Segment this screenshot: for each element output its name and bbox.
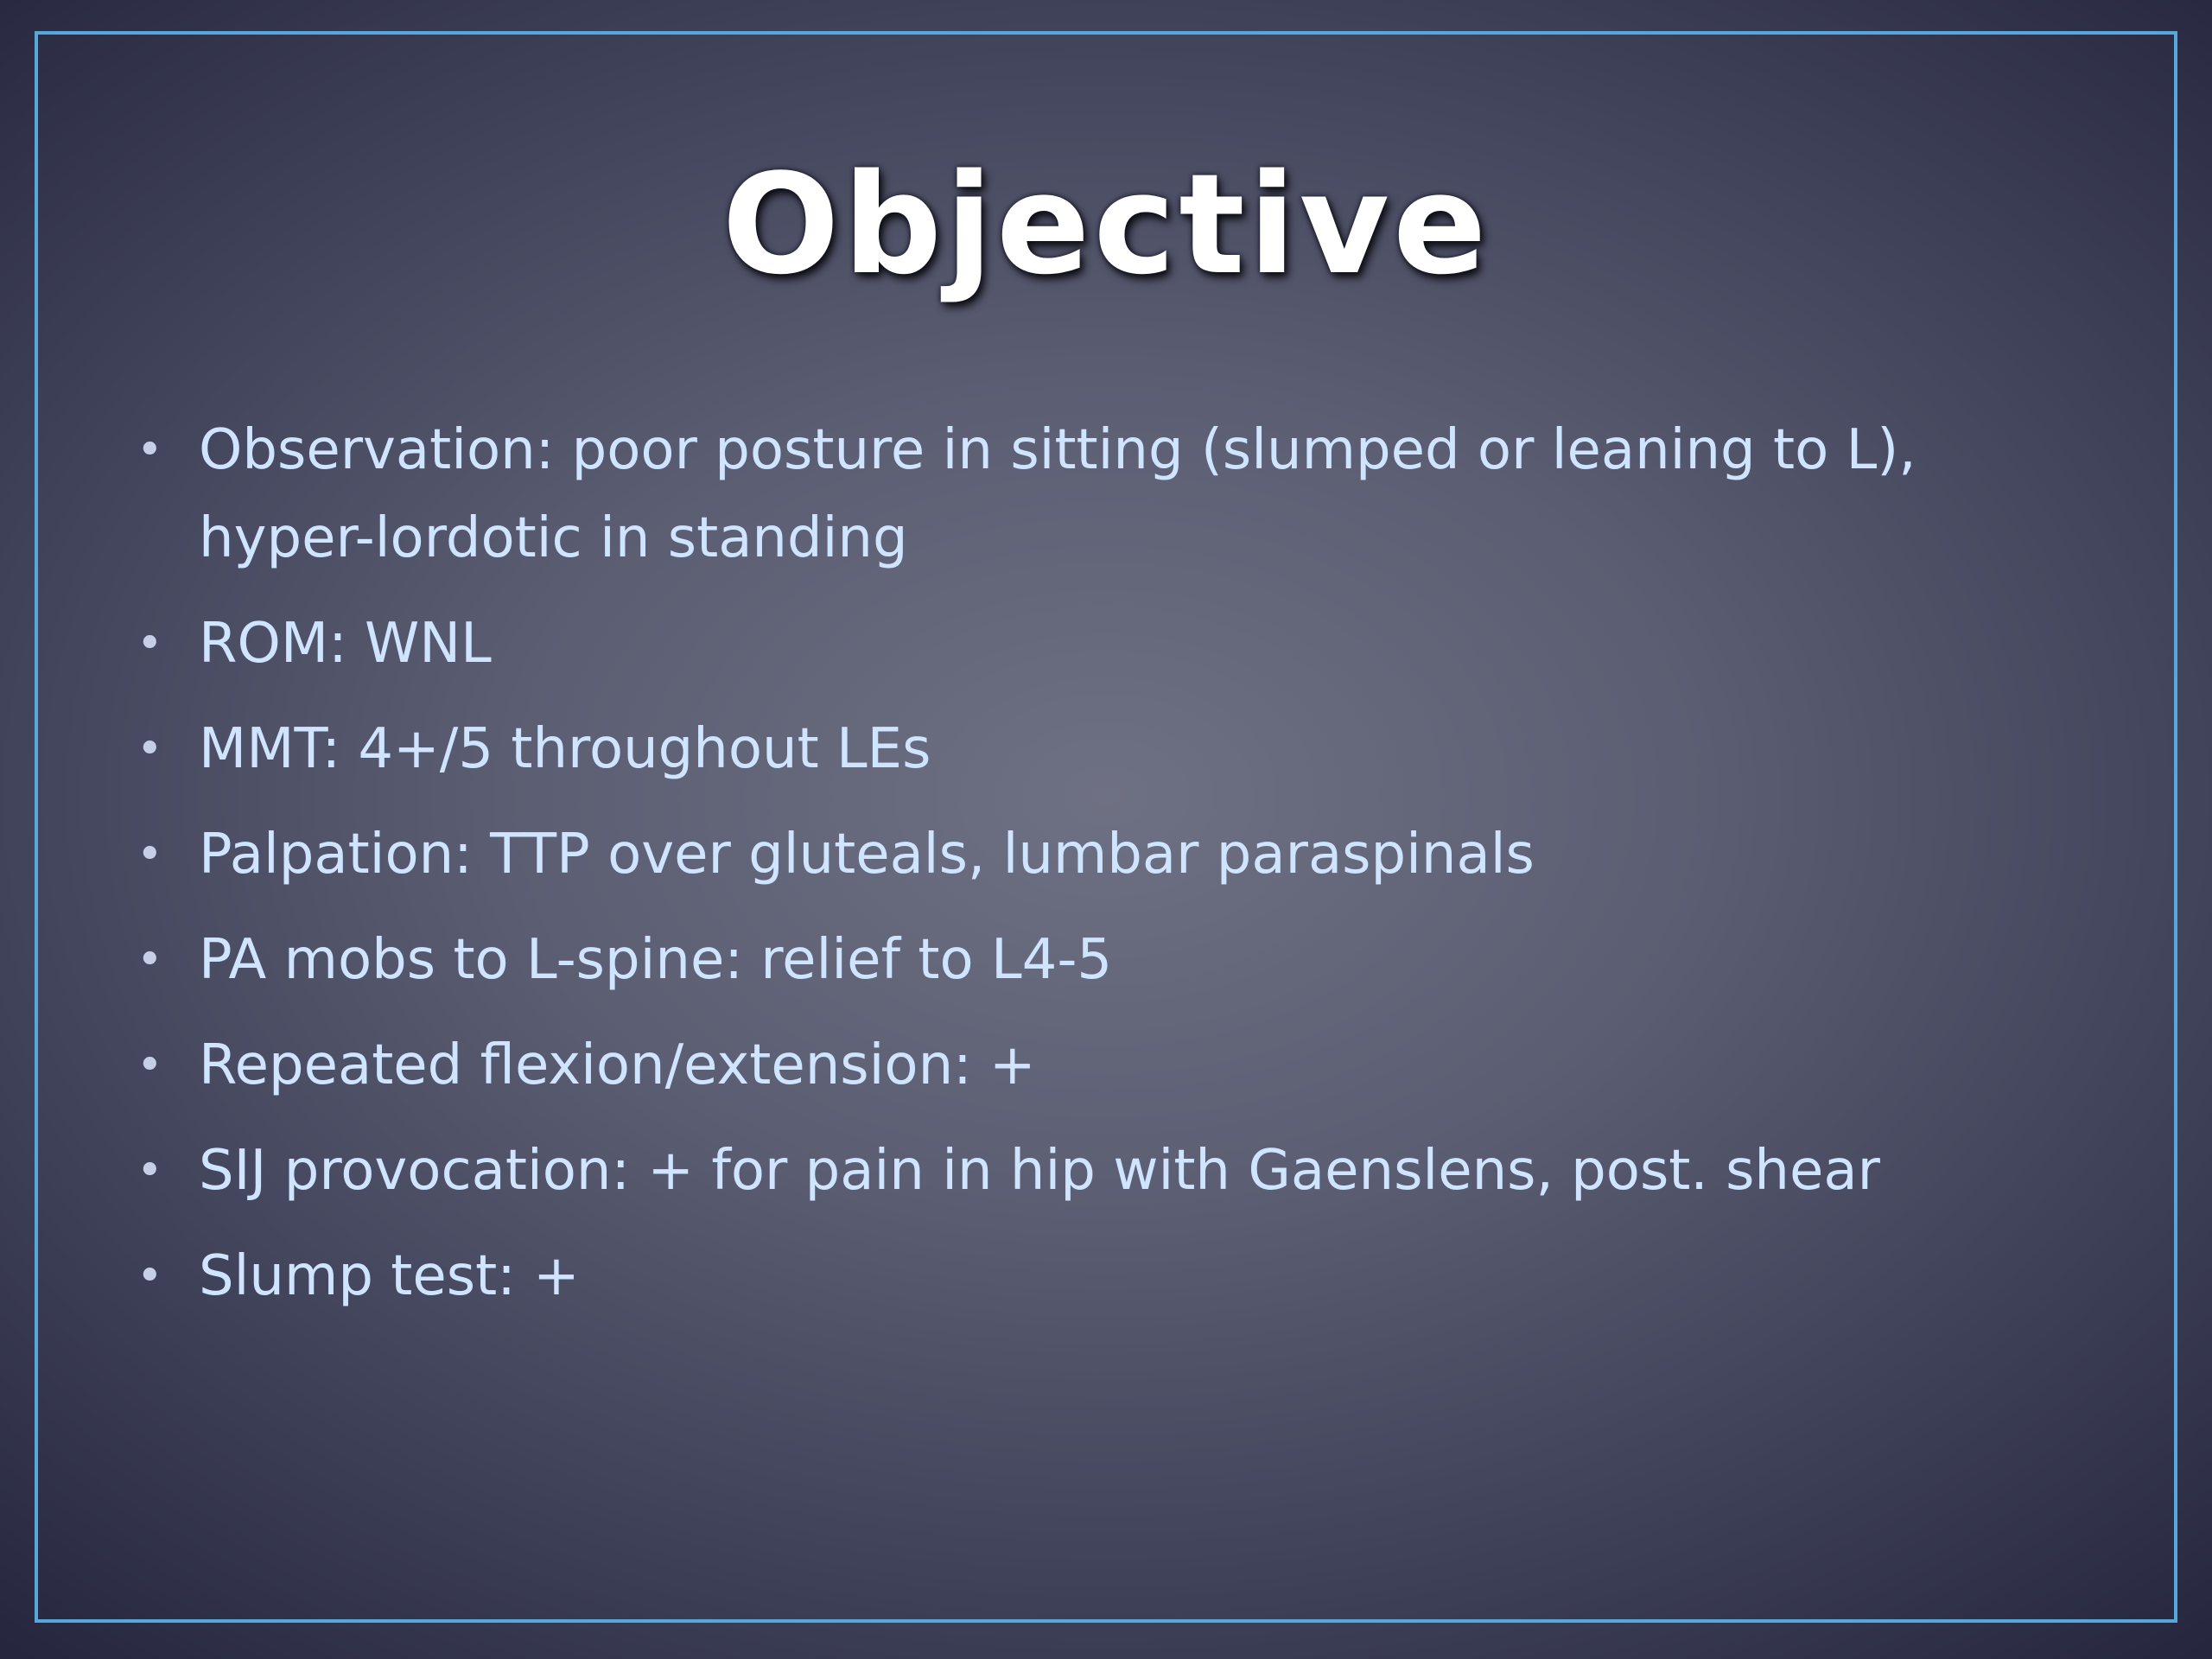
bullet-text: Repeated flexion/extension: + bbox=[199, 1033, 1036, 1097]
bullet-text: Observation: poor posture in sitting (slumped or leaning to L), hyper-lordotic in standing bbox=[199, 418, 1916, 570]
bullet-text: ROM: WNL bbox=[199, 612, 492, 676]
bullet-text: SIJ provocation: + for pain in hip with Gaenslens, post. shear bbox=[199, 1139, 1880, 1203]
bullet-item-mmt bbox=[130, 705, 2082, 793]
bullet-item-rom bbox=[130, 600, 2082, 688]
bullet-marker-icon: • bbox=[137, 618, 163, 670]
bullet-marker-icon: • bbox=[137, 934, 163, 986]
bullet-list bbox=[130, 406, 2082, 1338]
bullet-text: Palpation: TTP over gluteals, lumbar paraspinals bbox=[199, 823, 1535, 887]
bullet-item-slump-test bbox=[130, 1232, 2082, 1320]
slide-title: Objective bbox=[721, 143, 1491, 305]
bullet-marker-icon: • bbox=[137, 1145, 163, 1197]
bullet-marker-icon: • bbox=[137, 424, 163, 476]
bullet-text: Slump test: + bbox=[199, 1244, 580, 1308]
bullet-item-repeated-motion bbox=[130, 1021, 2082, 1109]
bullet-item-observation bbox=[130, 406, 2082, 582]
bullet-text: PA mobs to L-spine: relief to L4-5 bbox=[199, 928, 1113, 992]
bullet-text: MMT: 4+/5 throughout LEs bbox=[199, 717, 931, 781]
bullet-item-palpation bbox=[130, 810, 2082, 899]
bullet-marker-icon: • bbox=[137, 1039, 163, 1091]
bullet-item-sij-provocation bbox=[130, 1127, 2082, 1215]
bullet-item-pa-mobs bbox=[130, 916, 2082, 1004]
bullet-marker-icon: • bbox=[137, 1250, 163, 1302]
bullet-marker-icon: • bbox=[137, 723, 163, 775]
bullet-marker-icon: • bbox=[137, 829, 163, 880]
